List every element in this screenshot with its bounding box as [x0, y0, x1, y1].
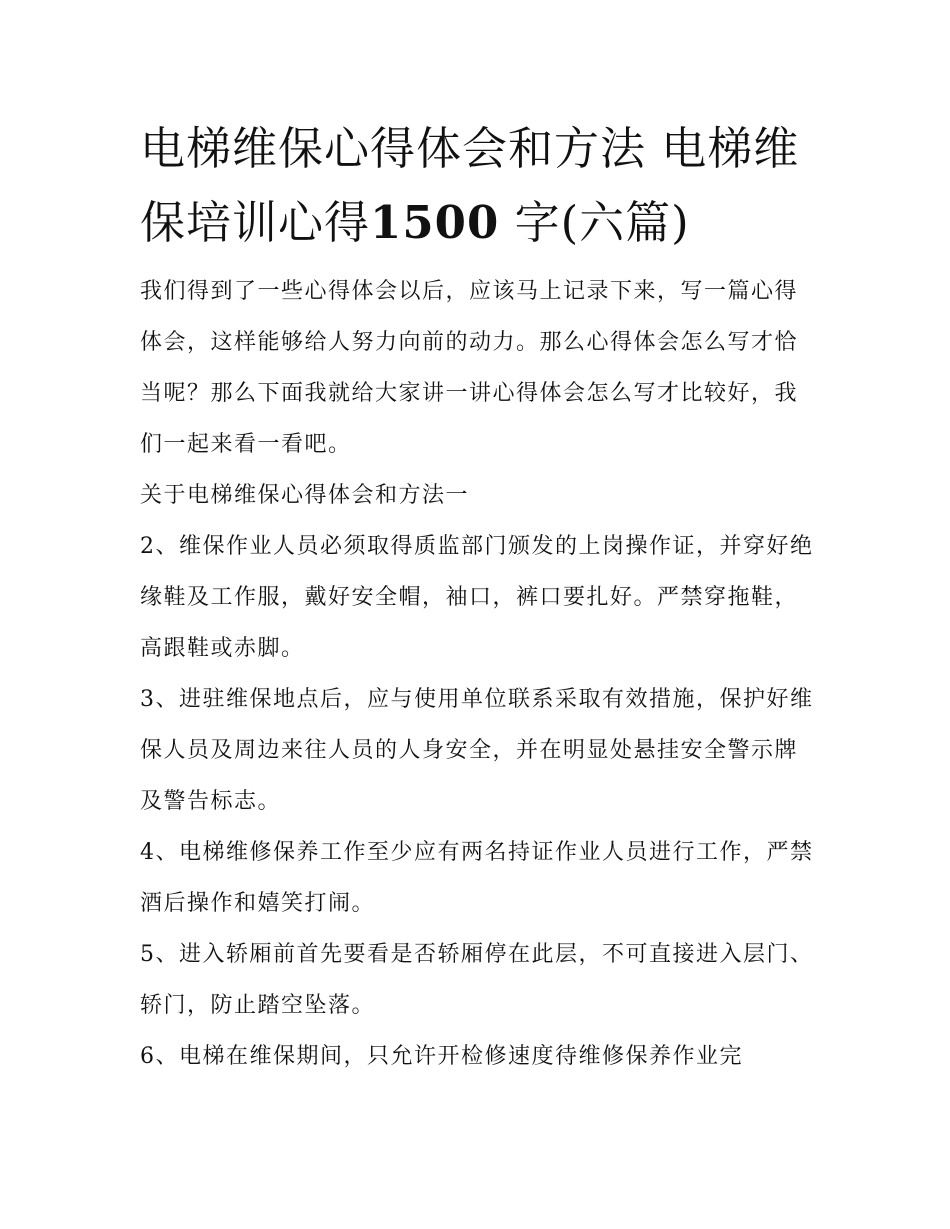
document-title: [140, 112, 820, 260]
title-text-part1: 电梯维保心得体会和方法 电梯维保培训心得: [140, 122, 800, 249]
title-number: 1500: [370, 196, 500, 249]
list-item-2: 2、维保作业人员必须取得质监部门颁发的上岗操作证，并穿好绝缘鞋及工作服，戴好安全帽，袖口，裤口要扎好。严禁穿拖鞋，高跟鞋或赤脚。: [140, 534, 814, 661]
list-item-3: 3、进驻维保地点后，应与使用单位联系采取有效措施，保护好维保人员及周边来往人员的人身安全，并在明显处悬挂安全警示牌及警告标志。: [140, 687, 814, 814]
intro-paragraph: 我们得到了一些心得体会以后，应该马上记录下来，写一篇心得体会，这样能够给人努力向前的动力。那么心得体会怎么写才恰当呢？那么下面我就给大家讲一讲心得体会怎么写才比较好，我们一起来看一看吧。: [140, 279, 799, 457]
title-text-part2: 字(六篇): [514, 196, 690, 249]
list-item-6: 6、电梯在维保期间，只允许开检修速度待维修保养作业完: [140, 1044, 743, 1069]
document-body: [140, 112, 820, 1082]
list-item-4: 4、电梯维修保养工作至少应有两名持证作业人员进行工作，严禁酒后操作和嬉笑打闹。: [140, 840, 814, 916]
section-heading: 关于电梯维保心得体会和方法一: [140, 483, 470, 508]
list-item-5: 5、进入轿厢前首先要看是否轿厢停在此层，不可直接进入层门、轿门，防止踏空坠落。: [140, 942, 814, 1018]
